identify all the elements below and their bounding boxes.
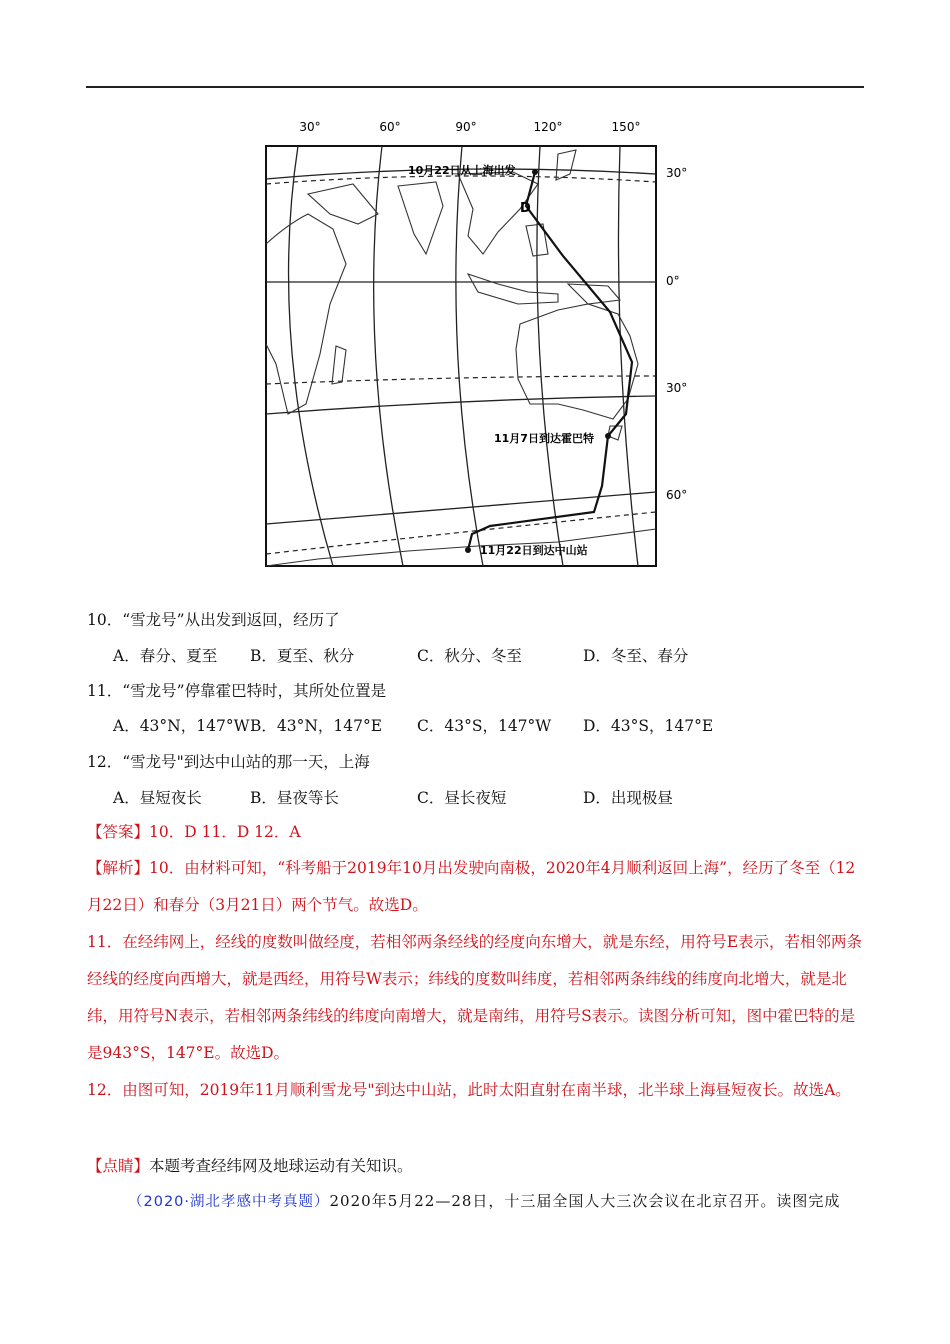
india (398, 182, 443, 254)
annotation-d: D (520, 201, 531, 216)
analysis-10-text: 10．由材料可知，“科考船于2019年10月出发驶向南极，2020年4月顺利返回上海”，经历了冬至（12月22日）和春分（3月21日）两个节气。故选D。 (87, 859, 856, 914)
next-question-intro (128, 1190, 840, 1211)
q10-option-a: A．春分、夏至 (113, 647, 218, 665)
analysis-tag: 【解析】 (87, 859, 150, 877)
comment-text: 本题考查经纬网及地球运动有关知识。 (149, 1157, 413, 1175)
meridian-30 (289, 146, 333, 566)
q10-option-b: B．夏至、秋分 (250, 647, 355, 665)
question-10-stem: 10．“雪龙号”从出发到返回，经历了 (87, 611, 340, 629)
analysis-12: 12．由图可知，2019年11月顺利雪龙号"到达中山站，此时太阳直射在南半球，北半球上海昼短夜长。故选A。 (87, 1081, 851, 1099)
q10-option-d: D．冬至、春分 (583, 647, 689, 665)
annotation-depart: 10月22日从上海出发 (408, 164, 516, 177)
madagascar (332, 346, 346, 384)
lon-label-90: 90° (455, 120, 477, 134)
answer-line (87, 822, 301, 842)
lat-label-60s: 60° (666, 488, 688, 502)
zhongshan-marker (465, 547, 471, 553)
q10-option-c: C．秋分、冬至 (417, 647, 522, 665)
parallel-60s (266, 492, 656, 524)
route-map (258, 114, 698, 584)
question-12-stem: 12．“雪龙号"到达中山站的那一天，上海 (87, 753, 370, 771)
meridian-60 (374, 146, 403, 566)
q12-option-d: D．出现极昼 (583, 789, 673, 807)
analysis-11: 11．在经纬网上，经线的度数叫做经度，若相邻两条经线的经度向东增大，就是东经，用符号E表示，若相邻两条经线的经度向西增大，就是西经，用符号W表示；纬线的度数叫纬度，若相邻两条纬线的纬度向北增大，就是北纬，用符号N表示，若相邻两条纬线的纬度向南增大，就是南纬，用符号S表示。读图分析可知，图中霍巴特的是是943°S，147°E。故选D。 (87, 933, 863, 1062)
lon-label-60: 60° (379, 120, 401, 134)
q12-option-a: A．昼短夜长 (113, 789, 202, 807)
japan (556, 150, 576, 180)
lon-label-30: 30° (299, 120, 321, 134)
answer-tag: 【答案】 (87, 823, 150, 841)
arabia (308, 184, 378, 224)
analysis-10 (87, 850, 865, 924)
lat-label-0: 0° (666, 274, 680, 288)
comment-tag: 【点睛】 (87, 1157, 150, 1175)
hobart-marker (605, 433, 611, 439)
comment-line (87, 1156, 413, 1176)
voyage-route (468, 172, 632, 550)
lon-label-150: 150° (611, 120, 641, 134)
meridian-120 (537, 146, 563, 566)
q12-option-c: C．昼长夜短 (417, 789, 507, 807)
lat-label-30s: 30° (666, 381, 688, 395)
lat-label-30n: 30° (666, 166, 688, 180)
annotation-zhongshan: 11月22日到达中山站 (480, 544, 588, 557)
shanghai-marker (532, 169, 538, 175)
q11-option-c: C．43°S，147°W (417, 717, 552, 735)
meridian-90 (456, 146, 483, 566)
tropic-capricorn (266, 376, 656, 384)
answer-text: 10．D 11．D 12．A (149, 823, 301, 841)
q12-option-b: B．昼夜等长 (250, 789, 339, 807)
next-question-source: （2020·湖北孝感中考真题） (128, 1194, 330, 1210)
indonesia (468, 274, 558, 304)
lon-label-120: 120° (533, 120, 563, 134)
annotation-hobart: 11月7日到达霍巴特 (494, 432, 594, 445)
q11-option-d: D．43°S，147°E (583, 717, 714, 735)
q11-option-a: A．43°N，147°W (113, 717, 250, 735)
header-rule (86, 86, 864, 88)
q11-option-b: B．43°N，147°E (250, 717, 383, 735)
next-question-text: 2020年5月22—28日，十三届全国人大三次会议在北京召开。读图完成 (329, 1192, 841, 1210)
question-11-stem: 11．“雪龙号”停靠霍巴特时，其所处位置是 (87, 682, 387, 700)
